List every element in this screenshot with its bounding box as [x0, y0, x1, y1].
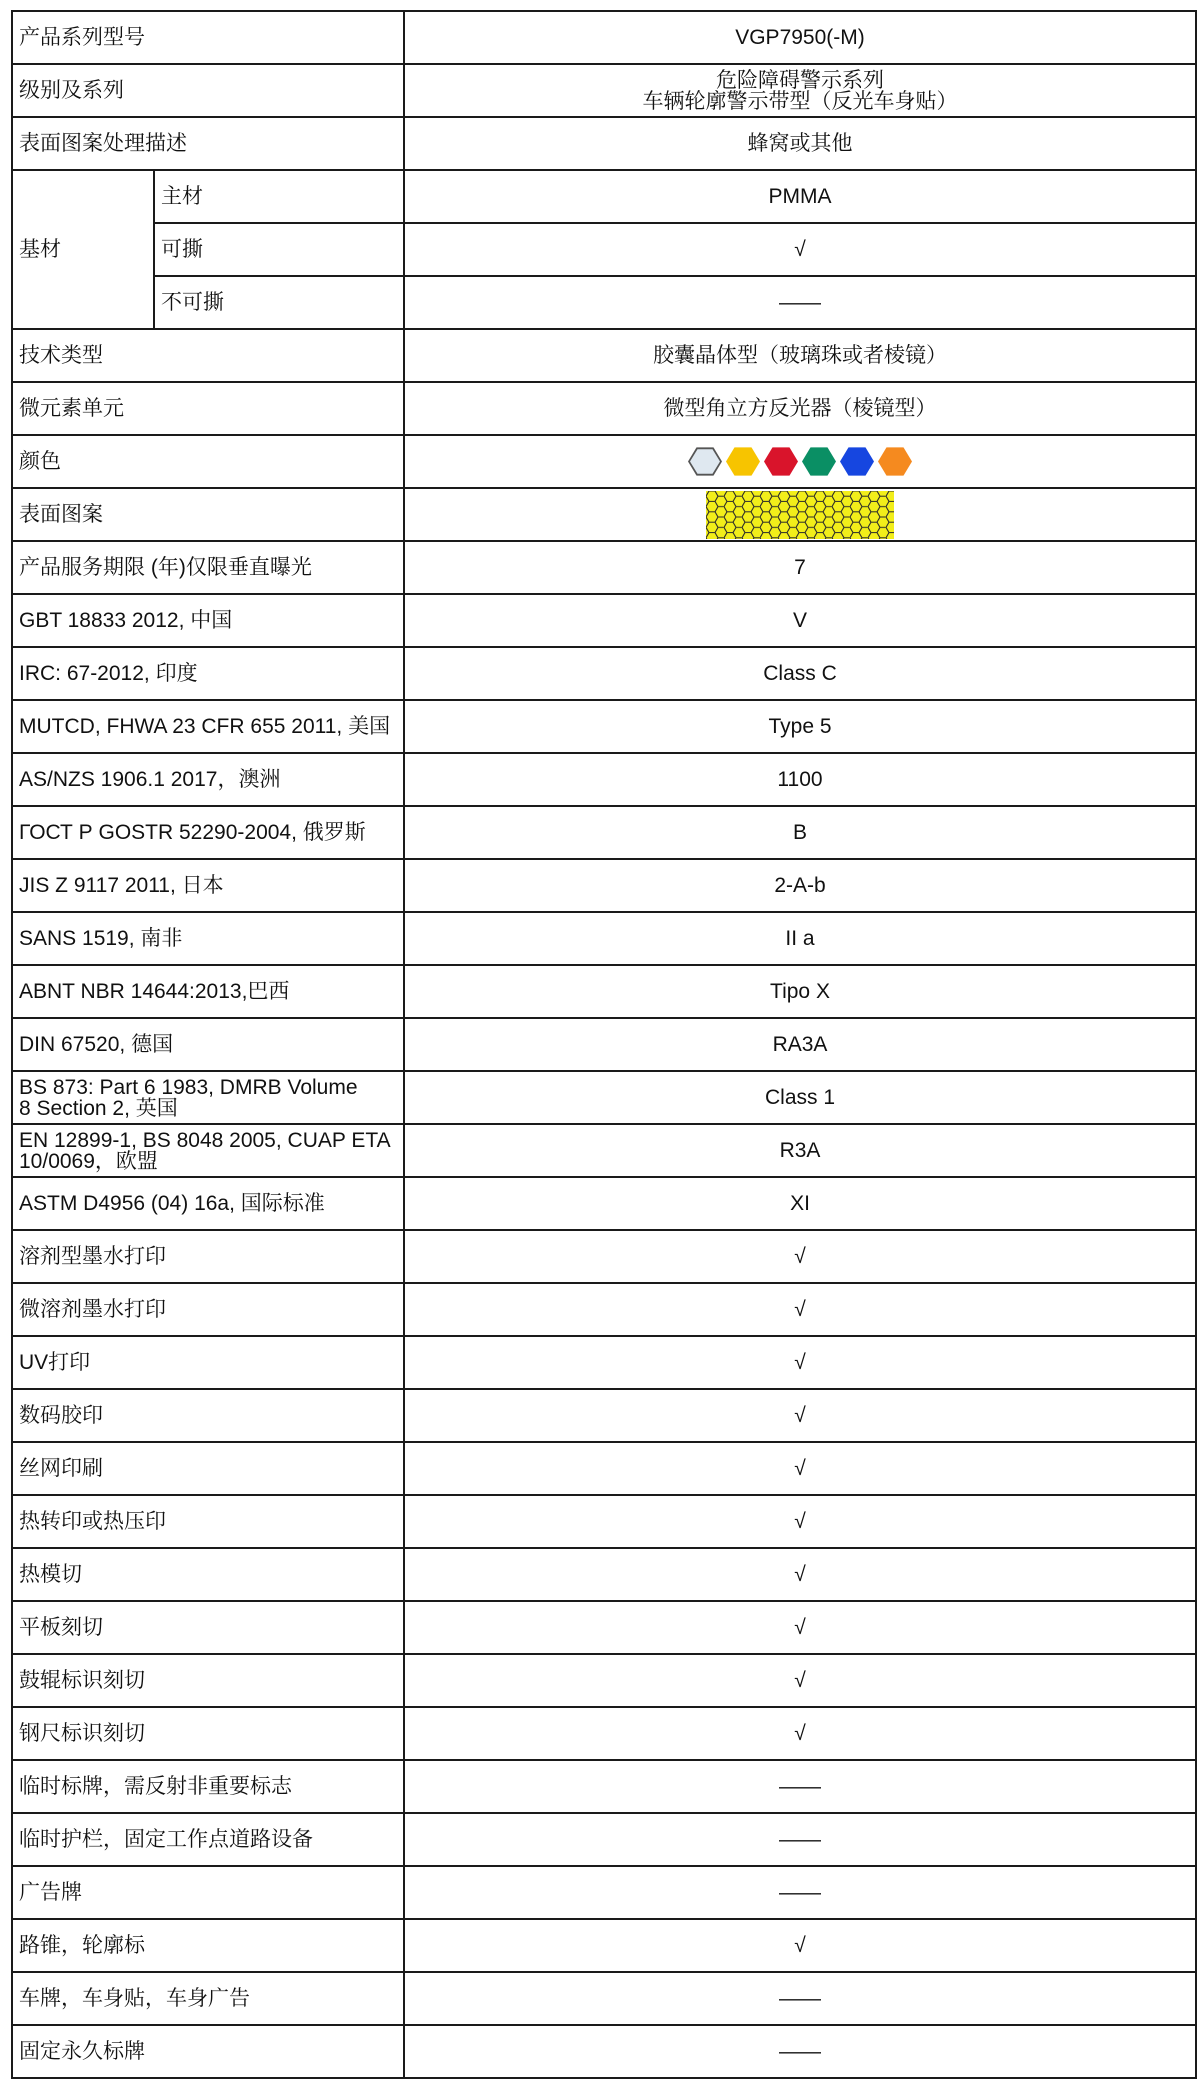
table-row	[12, 1283, 1196, 1336]
table-row	[12, 1336, 1196, 1389]
label-line: EN 12899-1, BS 8048 2005, CUAP ETA	[19, 1128, 391, 1152]
application-value: ——	[404, 1760, 1196, 1813]
standard-label: IRC: 67-2012, 印度	[12, 647, 404, 700]
table-row	[12, 1495, 1196, 1548]
table-row	[12, 1018, 1196, 1071]
table-row	[12, 1442, 1196, 1495]
process-value: √	[404, 1389, 1196, 1442]
standard-label	[12, 1124, 404, 1177]
row-label: 颜色	[12, 435, 404, 488]
standard-label: AS/NZS 1906.1 2017，澳洲	[12, 753, 404, 806]
table-row	[12, 541, 1196, 594]
standard-label: ABNT NBR 14644:2013,巴西	[12, 965, 404, 1018]
table-row	[12, 117, 1196, 170]
color-swatches	[688, 447, 912, 477]
table-row	[12, 1177, 1196, 1230]
row-value	[404, 435, 1196, 488]
process-label: 鼓辊标识刻切	[12, 1654, 404, 1707]
sub-label: 主材	[154, 170, 404, 223]
standard-value: V	[404, 594, 1196, 647]
application-label: 临时标牌，需反射非重要标志	[12, 1760, 404, 1813]
standard-value: 1100	[404, 753, 1196, 806]
sub-label: 可撕	[154, 223, 404, 276]
table-row	[12, 647, 1196, 700]
process-label: 数码胶印	[12, 1389, 404, 1442]
standard-label: DIN 67520, 德国	[12, 1018, 404, 1071]
table-row	[12, 912, 1196, 965]
row-label: 技术类型	[12, 329, 404, 382]
application-value: ——	[404, 1813, 1196, 1866]
process-value: √	[404, 1654, 1196, 1707]
table-row	[12, 1601, 1196, 1654]
standard-label: JIS Z 9117 2011, 日本	[12, 859, 404, 912]
process-label: 丝网印刷	[12, 1442, 404, 1495]
row-value: √	[404, 223, 1196, 276]
row-label: 表面图案处理描述	[12, 117, 404, 170]
row-value: 胶囊晶体型（玻璃珠或者棱镜）	[404, 329, 1196, 382]
table-row	[12, 1230, 1196, 1283]
application-value: ——	[404, 2025, 1196, 2078]
row-label: 产品服务期限 (年)仅限垂直曝光	[12, 541, 404, 594]
process-value: √	[404, 1442, 1196, 1495]
row-label: 微元素单元	[12, 382, 404, 435]
standard-value: Type 5	[404, 700, 1196, 753]
table-row	[12, 1813, 1196, 1866]
group-label-substrate: 基材	[12, 170, 154, 329]
table-row	[12, 488, 1196, 541]
table-row	[12, 11, 1196, 64]
process-value: √	[404, 1601, 1196, 1654]
table-row	[12, 64, 1196, 117]
standard-label: SANS 1519, 南非	[12, 912, 404, 965]
table-row	[12, 1124, 1196, 1177]
process-value: √	[404, 1283, 1196, 1336]
process-value: √	[404, 1230, 1196, 1283]
table-row	[12, 806, 1196, 859]
row-value: ——	[404, 276, 1196, 329]
table-row	[12, 276, 1196, 329]
label-line: BS 873: Part 6 1983, DMRB Volume	[19, 1075, 358, 1099]
standard-value: XI	[404, 1177, 1196, 1230]
application-label: 临时护栏，固定工作点道路设备	[12, 1813, 404, 1866]
standard-value: Class 1	[404, 1071, 1196, 1124]
standard-value: R3A	[404, 1124, 1196, 1177]
row-value: 蜂窝或其他	[404, 117, 1196, 170]
process-label: 热模切	[12, 1548, 404, 1601]
table-row	[12, 435, 1196, 488]
table-row	[12, 859, 1196, 912]
hexagon-swatch-green-icon	[802, 447, 836, 477]
standard-label: ГОСТ Р GOSTR 52290-2004, 俄罗斯	[12, 806, 404, 859]
hexagon-swatch-white-icon	[688, 447, 722, 477]
process-label: 热转印或热压印	[12, 1495, 404, 1548]
standard-value: Tipo X	[404, 965, 1196, 1018]
table-row	[12, 1548, 1196, 1601]
standard-label: ASTM D4956 (04) 16a, 国际标准	[12, 1177, 404, 1230]
standard-value: RA3A	[404, 1018, 1196, 1071]
application-value: √	[404, 1919, 1196, 1972]
table-row	[12, 1972, 1196, 2025]
table-row	[12, 170, 1196, 223]
application-label: 固定永久标牌	[12, 2025, 404, 2078]
standard-value: B	[404, 806, 1196, 859]
standard-value: 2-A-b	[404, 859, 1196, 912]
standard-value: Class C	[404, 647, 1196, 700]
table-row	[12, 965, 1196, 1018]
process-label: 钢尺标识刻切	[12, 1707, 404, 1760]
process-label: UV打印	[12, 1336, 404, 1389]
value-line: 车辆轮廓警示带型（反光车身贴）	[642, 89, 958, 113]
process-label: 平板刻切	[12, 1601, 404, 1654]
standard-value: II a	[404, 912, 1196, 965]
standard-label: GBT 18833 2012, 中国	[12, 594, 404, 647]
application-label: 路锥，轮廓标	[12, 1919, 404, 1972]
label-line: 10/0069，欧盟	[19, 1149, 158, 1173]
table-row	[12, 1654, 1196, 1707]
process-value: √	[404, 1707, 1196, 1760]
honeycomb-pattern-icon	[706, 491, 894, 539]
table-row	[12, 1760, 1196, 1813]
table-row	[12, 2025, 1196, 2078]
hexagon-swatch-orange-icon	[878, 447, 912, 477]
table-row	[12, 329, 1196, 382]
table-row	[12, 1919, 1196, 1972]
application-value: ——	[404, 1972, 1196, 2025]
process-value: √	[404, 1336, 1196, 1389]
table-row	[12, 1707, 1196, 1760]
hexagon-swatch-blue-icon	[840, 447, 874, 477]
process-label: 溶剂型墨水打印	[12, 1230, 404, 1283]
hexagon-swatch-yellow-icon	[726, 447, 760, 477]
row-label: 产品系列型号	[12, 11, 404, 64]
process-value: √	[404, 1548, 1196, 1601]
table-row	[12, 1866, 1196, 1919]
table-row	[12, 594, 1196, 647]
model-number: VGP7950(-M)	[404, 11, 1196, 64]
spec-table	[11, 10, 1197, 2079]
table-row	[12, 1389, 1196, 1442]
table-row	[12, 700, 1196, 753]
row-value: 7	[404, 541, 1196, 594]
label-line: 8 Section 2, 英国	[19, 1096, 178, 1120]
application-label: 车牌，车身贴，车身广告	[12, 1972, 404, 2025]
sub-label: 不可撕	[154, 276, 404, 329]
table-row	[12, 1071, 1196, 1124]
value-line: 危险障碍警示系列	[716, 68, 884, 92]
table-row	[12, 753, 1196, 806]
row-value	[404, 64, 1196, 117]
row-value	[404, 488, 1196, 541]
standard-label	[12, 1071, 404, 1124]
process-label: 微溶剂墨水打印	[12, 1283, 404, 1336]
table-row	[12, 382, 1196, 435]
row-value: 微型角立方反光器（棱镜型）	[404, 382, 1196, 435]
row-label: 级别及系列	[12, 64, 404, 117]
row-label: 表面图案	[12, 488, 404, 541]
application-label: 广告牌	[12, 1866, 404, 1919]
application-value: ——	[404, 1866, 1196, 1919]
row-value: PMMA	[404, 170, 1196, 223]
standard-label: MUTCD, FHWA 23 CFR 655 2011, 美国	[12, 700, 404, 753]
process-value: √	[404, 1495, 1196, 1548]
hexagon-swatch-red-icon	[764, 447, 798, 477]
table-row	[12, 223, 1196, 276]
